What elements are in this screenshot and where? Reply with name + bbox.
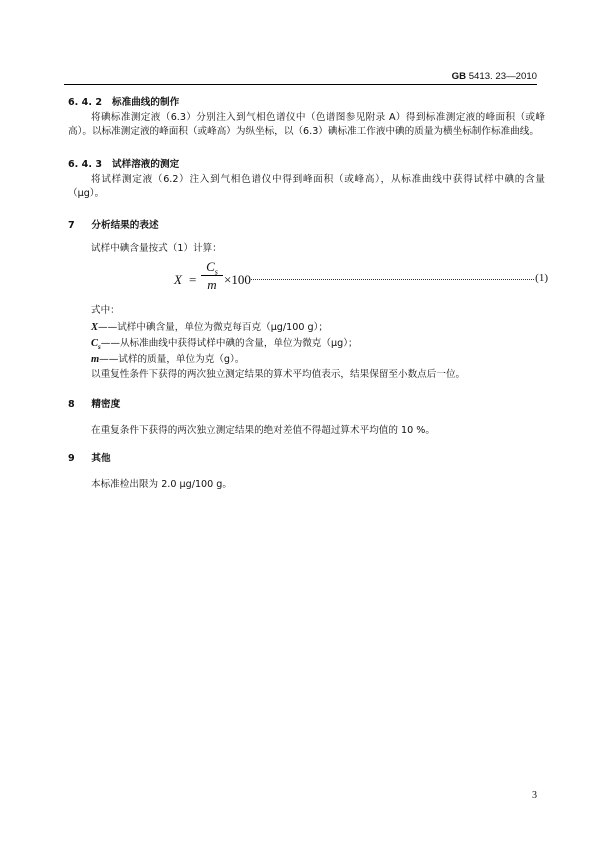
numerator-symbol: C [206,259,215,274]
section-8-body: 在重复条件下获得的两次独立测定结果的绝对差值不得超过算术平均值的 10 %。 [91,425,436,436]
fraction-bar [201,275,223,276]
formula-intro: 试样中碘含量按式（1）计算： [91,243,222,254]
variable-description: ——试样的质量，单位为克（g）。 [99,354,245,365]
section-number: 6. 4. 2 [68,97,102,108]
section-8-heading [68,398,120,412]
variable-definition [91,352,244,367]
formula-1 [174,259,548,295]
section-6-4-3-body: 将试样测定液（6.2）注入到气相色谱仪中得到峰面积（或峰高），从标准曲线中获得试样中碘的含量（μg）。 [68,174,545,199]
result-expression-note: 以重复性条件下获得的两次独立测定结果的算术平均值表示，结果保留至小数点后一位。 [91,369,466,380]
formula-number: (1) [535,272,548,284]
variable-description: ——试样中碘含量，单位为微克每百克（μg/100 g）； [98,322,328,333]
section-title: 精密度 [91,399,121,410]
section-title: 其他 [91,453,111,464]
section-number: 8 [68,399,75,410]
numerator-subscript: s [214,267,218,277]
formula-dot-leader [251,279,534,280]
where-label: 式中： [91,305,120,316]
fraction-denominator: m [207,277,217,292]
standard-number [452,70,537,84]
section-title: 标准曲线的制作 [112,97,180,108]
variable-symbol: $C_s$ [91,338,101,352]
variable-description: ——从标准曲线中获得试样中碘的含量，单位为微克（μg）； [100,338,358,349]
section-number: 7 [68,220,75,231]
section-9-body: 本标准检出限为 2.0 μg/100 g。 [91,479,232,490]
section-title: 试样溶液的测定 [112,159,180,170]
variable-symbol: X [91,322,99,333]
section-6-4-2-heading [68,96,179,110]
variable-definition [91,336,358,352]
section-number: 6. 4. 3 [68,159,102,170]
section-6-4-3-heading [68,158,179,172]
section-7-heading [68,219,159,233]
formula-equals: = [189,272,197,287]
variable-symbol: m [91,354,100,365]
variable-definition [91,320,328,335]
section-6-4-2-body: 将碘标准测定液（6.3）分别注入到气相色谱仪中（色谱图参见附录 A）得到标准测定液的峰面积（或峰高）。以标准测定液的峰面积（或峰高）为纵坐标，以（6.3）碘标准工作液中碘的质量为横坐标制作标准曲线。 [68,112,545,137]
section-9-heading [68,452,111,466]
header-rule [64,84,537,85]
section-number: 9 [68,453,75,464]
standard-prefix: GB [451,71,467,82]
formula-lhs: X [174,272,182,287]
formula-multiplier: ×100 [224,272,251,287]
section-title: 分析结果的表述 [91,220,159,231]
page-number: 3 [532,790,537,801]
fraction-numerator [201,259,223,277]
formula-fraction [201,259,223,292]
standard-code: 5413. 23—2010 [468,71,537,82]
